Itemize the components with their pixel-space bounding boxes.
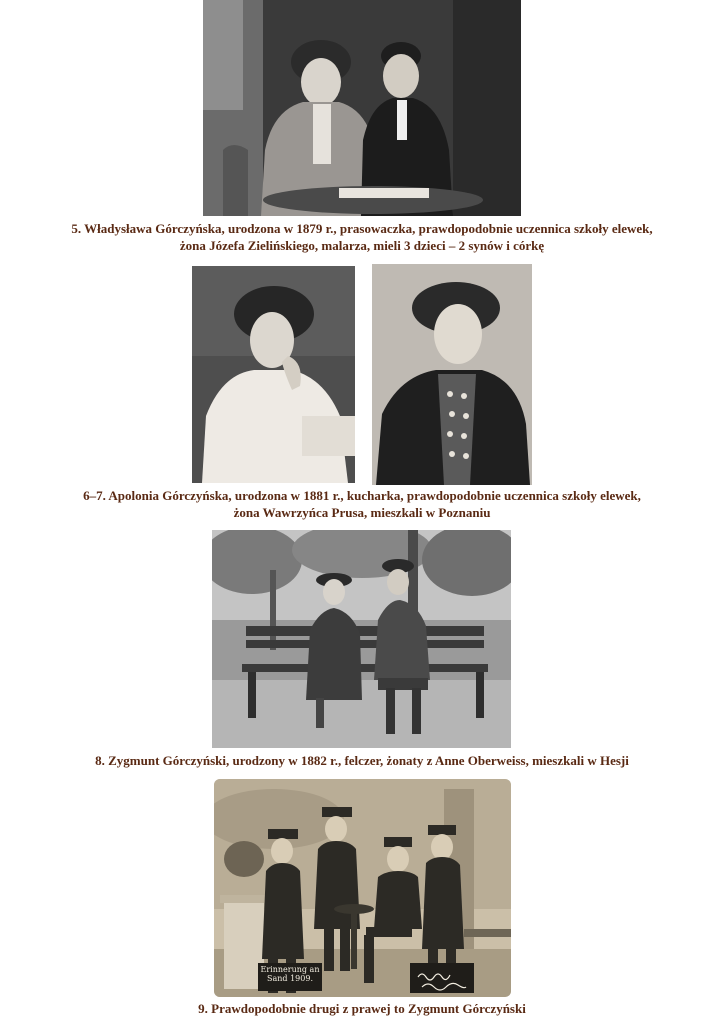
caption-9 (0, 1000, 724, 1017)
caption-6-7-line2: żona Wawrzyńca Prusa, mieszkali w Poznaniu (233, 505, 491, 520)
caption-8-line1: 8. Zygmunt Górczyński, urodzony w 1882 r., felczer, żonaty z Anne Oberweiss, mieszkali w Hesji (95, 753, 629, 768)
photo-soldiers-9 (214, 779, 511, 997)
caption-5-line2: żona Józefa Zielińskiego, malarza, mieli 3 dzieci – 2 synów i córkę (179, 238, 545, 253)
photo-woman-6 (192, 266, 355, 483)
photo-9-inscription-right (412, 967, 472, 991)
photo-9-inscription-line2: Sand 1909. (267, 974, 313, 983)
caption-6-7 (0, 487, 724, 521)
photo-9-inscription-left (260, 965, 320, 983)
photo-woman-7 (372, 264, 532, 485)
caption-5-line1: 5. Władysława Górczyńska, urodzona w 1879 r., prasowaczka, prawdopodobnie uczennica szkoły elewek, (71, 221, 653, 236)
photo-9-inscription-line1: Erinnerung an (260, 965, 320, 974)
photo-couple-5 (203, 0, 521, 216)
photo-bench-8 (212, 530, 511, 748)
caption-5 (0, 220, 724, 254)
caption-6-7-line1: 6–7. Apolonia Górczyńska, urodzona w 1881 r., kucharka, prawdopodobnie uczennica szkoły elewek, (83, 488, 641, 503)
caption-8 (0, 752, 724, 769)
caption-9-line1: 9. Prawdopodobnie drugi z prawej to Zygmunt Górczyński (198, 1001, 526, 1016)
